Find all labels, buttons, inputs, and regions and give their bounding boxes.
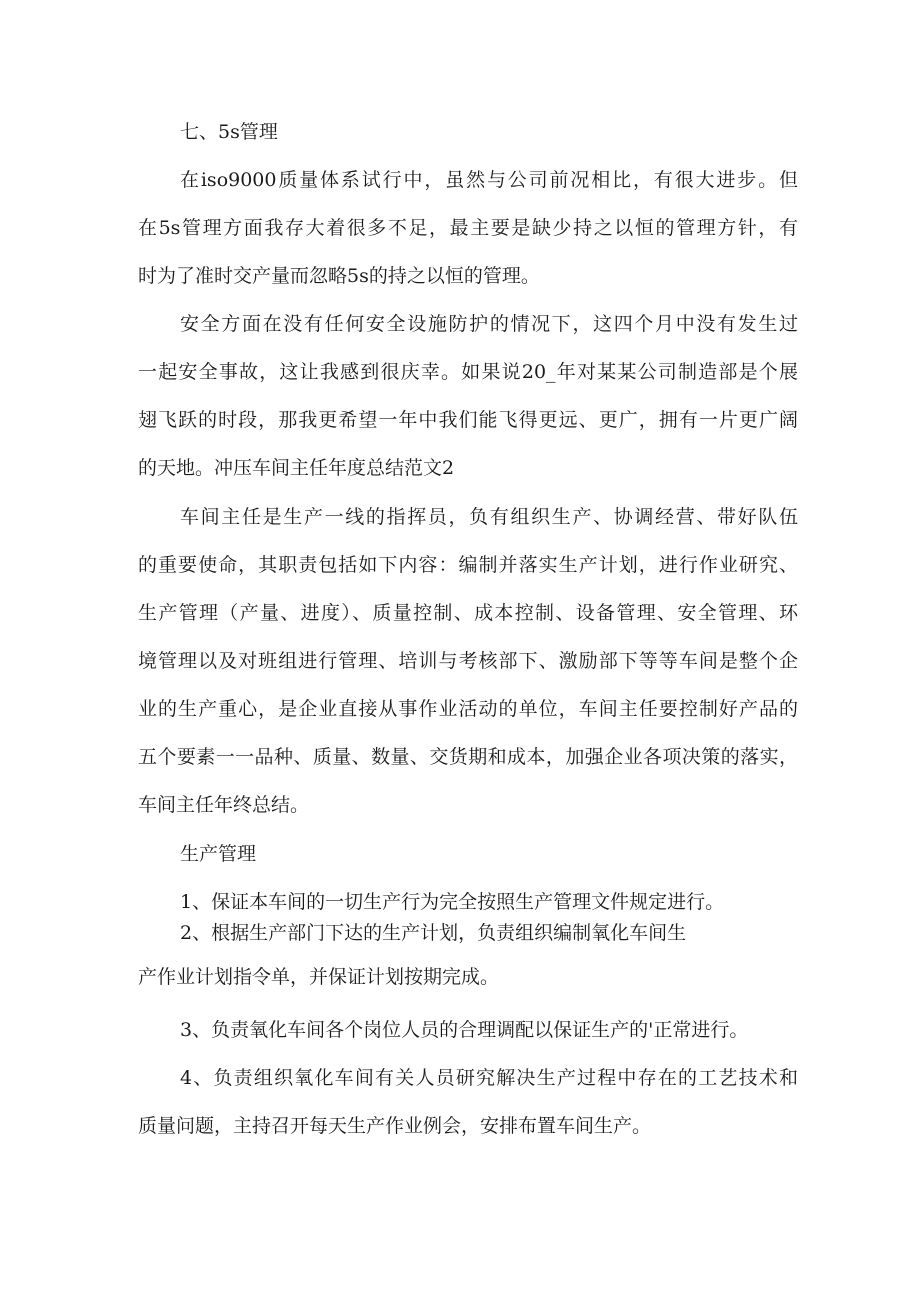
list-item-continuation: 产作业计划指令单，并保证计划按期完成。 (138, 966, 500, 988)
paragraph-line: 一起安全事故，这让我感到很庆幸。如果说20_年对某某公司制造部是个展 (138, 361, 798, 383)
list-item-continuation: 质量问题，主持召开每天生产作业例会，安排布置车间生产。 (138, 1115, 652, 1137)
paragraph-line: 业的生产重心，是企业直接从事作业活动的单位，车间主任要控制好产品的 (138, 698, 798, 720)
section-heading: 七、5s管理 (180, 121, 278, 143)
list-item: 4、负责组织氧化车间有关人员研究解决生产过程中存在的工艺技术和 (180, 1067, 798, 1089)
paragraph-line: 的重要使命，其职责包括如下内容：编制并落实生产计划，进行作业研究、 (138, 554, 798, 576)
paragraph-line: 时为了准时交产量而忽略5s的持之以恒的管理。 (138, 265, 540, 287)
paragraph-line: 车间主任年终总结。 (138, 794, 310, 816)
list-item: 2、根据生产部门下达的生产计划，负责组织编制氧化车间生 (180, 922, 687, 944)
paragraph-line: 在iso9000质量体系试行中，虽然与公司前况相比，有很大进步。但 (180, 169, 798, 191)
paragraph-line: 安全方面在没有任何安全设施防护的情况下，这四个月中没有发生过 (180, 313, 798, 335)
paragraph-line: 生产管理（产量、进度）、质量控制、成本控制、设备管理、安全管理、环 (138, 602, 798, 624)
paragraph-line: 五个要素一一品种、质量、数量、交货期和成本，加强企业各项决策的落实， (138, 746, 798, 768)
paragraph-line: 境管理以及对班组进行管理、培训与考核部下、激励部下等等车间是整个企 (138, 650, 798, 672)
list-item: 3、负责氧化车间各个岗位人员的合理调配以保证生产的'正常进行。 (180, 1019, 749, 1041)
subheading: 生产管理 (180, 843, 257, 865)
paragraph-line: 车间主任是生产一线的指挥员，负有组织生产、协调经营、带好队伍 (180, 506, 798, 528)
paragraph-line: 在5s管理方面我存大着很多不足，最主要是缺少持之以恒的管理方针，有 (138, 217, 798, 239)
paragraph-line: 翅飞跃的时段，那我更希望一年中我们能飞得更远、更广，拥有一片更广阔 (138, 409, 798, 431)
paragraph-line: 的天地。冲压车间主任年度总结范文2 (138, 457, 455, 479)
list-item: 1、保证本车间的一切生产行为完全按照生产管理文件规定进行。 (180, 891, 725, 913)
